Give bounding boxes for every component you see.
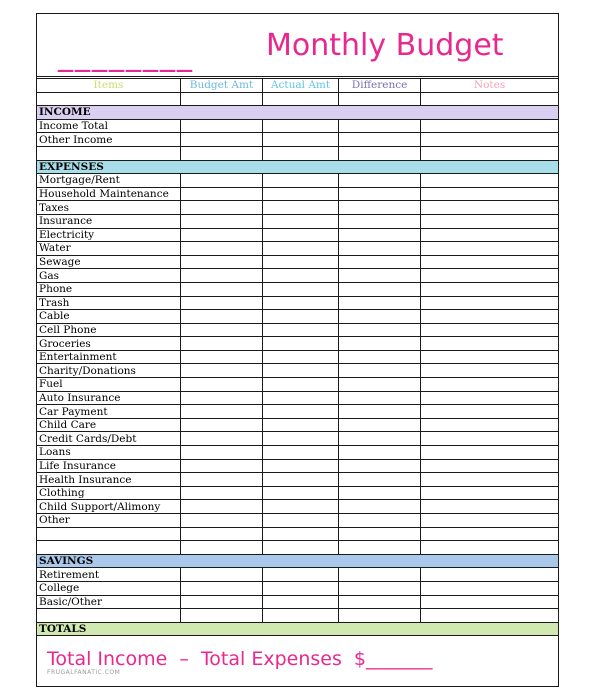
item-label: Retirement: [37, 568, 181, 582]
total-income-label: Total Income: [47, 648, 168, 670]
difference-cell: [339, 500, 421, 514]
title-blank: ________: [58, 38, 194, 73]
actual-amt-cell: [263, 187, 339, 201]
item-label: Health Insurance: [37, 473, 181, 487]
item-label: Clothing: [37, 486, 181, 500]
item-label: Life Insurance: [37, 459, 181, 473]
difference-cell: [339, 405, 421, 419]
actual-amt-cell: [263, 323, 339, 337]
budget-amt-cell: [180, 323, 262, 337]
table-row: [37, 323, 559, 337]
difference-cell: [339, 201, 421, 215]
difference-cell: [339, 174, 421, 188]
item-label: Gas: [37, 269, 181, 283]
notes-cell: [421, 500, 559, 514]
budget-amt-cell: [180, 242, 262, 256]
section-totals: [37, 622, 559, 636]
notes-cell: [421, 418, 559, 432]
budget-amt-cell: [180, 500, 262, 514]
actual-amt-cell: [263, 446, 339, 460]
page-title: Monthly Budget: [266, 28, 504, 63]
budget-amt-cell: [180, 119, 262, 133]
budget-amt-cell: [180, 174, 262, 188]
budget-amt-cell: [180, 282, 262, 296]
credit-watermark: FRUGALFANATIC.COM: [47, 669, 121, 676]
table-row: [37, 500, 559, 514]
notes-cell: [421, 446, 559, 460]
notes-cell: [421, 228, 559, 242]
header-actual-amt: Actual Amt: [263, 79, 339, 93]
item-label: Auto Insurance: [37, 391, 181, 405]
table-row: [37, 296, 559, 310]
budget-amt-cell: [180, 133, 262, 147]
item-label: Charity/Donations: [37, 364, 181, 378]
difference-cell: [339, 296, 421, 310]
difference-cell: [339, 378, 421, 392]
item-label: Trash: [37, 296, 181, 310]
table-row: [37, 282, 559, 296]
section-label-income: INCOME: [37, 106, 559, 120]
dollar-sign: $: [353, 648, 367, 670]
difference-cell: [339, 473, 421, 487]
budget-amt-cell: [180, 418, 262, 432]
notes-cell: [421, 378, 559, 392]
notes-cell: [421, 514, 559, 528]
budget-amt-cell: [180, 486, 262, 500]
actual-amt-cell: [263, 350, 339, 364]
notes-cell: [421, 595, 559, 609]
budget-amt-cell: [180, 446, 262, 460]
notes-cell: [421, 323, 559, 337]
item-label: Cable: [37, 310, 181, 324]
item-label: [37, 527, 181, 541]
notes-cell: [421, 174, 559, 188]
notes-cell: [421, 310, 559, 324]
actual-amt-cell: [263, 568, 339, 582]
spacer-cell: [180, 92, 262, 106]
budget-amt-cell: [180, 514, 262, 528]
total-blank: _______: [366, 648, 433, 670]
difference-cell: [339, 214, 421, 228]
item-label: Basic/Other: [37, 595, 181, 609]
table-row: [37, 609, 559, 623]
notes-cell: [421, 473, 559, 487]
budget-amt-cell: [180, 296, 262, 310]
budget-amt-cell: [180, 201, 262, 215]
actual-amt-cell: [263, 133, 339, 147]
budget-amt-cell: [180, 310, 262, 324]
difference-cell: [339, 568, 421, 582]
actual-amt-cell: [263, 310, 339, 324]
budget-amt-cell: [180, 391, 262, 405]
header-difference: Difference: [339, 79, 421, 93]
budget-amt-cell: [180, 432, 262, 446]
notes-cell: [421, 432, 559, 446]
actual-amt-cell: [263, 255, 339, 269]
budget-amt-cell: [180, 609, 262, 623]
notes-cell: [421, 405, 559, 419]
section-expenses: [37, 160, 559, 174]
difference-cell: [339, 581, 421, 595]
table-row: [37, 174, 559, 188]
item-label: Groceries: [37, 337, 181, 351]
table-row: [37, 405, 559, 419]
header-budget-amt: Budget Amt: [180, 79, 262, 93]
budget-table: [36, 78, 559, 636]
budget-table-body: [37, 79, 559, 636]
header-notes: Notes: [421, 79, 559, 93]
difference-cell: [339, 119, 421, 133]
spacer-cell: [421, 92, 559, 106]
table-row: [37, 337, 559, 351]
difference-cell: [339, 418, 421, 432]
actual-amt-cell: [263, 242, 339, 256]
budget-amt-cell: [180, 228, 262, 242]
actual-amt-cell: [263, 405, 339, 419]
budget-amt-cell: [180, 459, 262, 473]
difference-cell: [339, 269, 421, 283]
actual-amt-cell: [263, 500, 339, 514]
table-row: [37, 187, 559, 201]
item-label: Sewage: [37, 255, 181, 269]
budget-amt-cell: [180, 269, 262, 283]
budget-amt-cell: [180, 568, 262, 582]
table-row: [37, 418, 559, 432]
item-label: [37, 146, 181, 160]
difference-cell: [339, 310, 421, 324]
actual-amt-cell: [263, 337, 339, 351]
notes-cell: [421, 296, 559, 310]
item-label: Loans: [37, 446, 181, 460]
difference-cell: [339, 595, 421, 609]
notes-cell: [421, 214, 559, 228]
table-row: [37, 581, 559, 595]
budget-amt-cell: [180, 214, 262, 228]
spacer-cell: [339, 541, 421, 555]
difference-cell: [339, 228, 421, 242]
table-row: [37, 146, 559, 160]
table-row: [37, 364, 559, 378]
notes-cell: [421, 133, 559, 147]
budget-amt-cell: [180, 364, 262, 378]
section-label-totals: TOTALS: [37, 622, 559, 636]
table-row: [37, 228, 559, 242]
item-label: Credit Cards/Debt: [37, 432, 181, 446]
actual-amt-cell: [263, 581, 339, 595]
budget-amt-cell: [180, 378, 262, 392]
table-row: [37, 459, 559, 473]
table-row: [37, 432, 559, 446]
difference-cell: [339, 446, 421, 460]
budget-amt-cell: [180, 527, 262, 541]
item-label: Household Maintenance: [37, 187, 181, 201]
table-row: [37, 133, 559, 147]
actual-amt-cell: [263, 214, 339, 228]
notes-cell: [421, 337, 559, 351]
title-divider: [36, 76, 559, 77]
notes-cell: [421, 119, 559, 133]
table-row: [37, 269, 559, 283]
actual-amt-cell: [263, 201, 339, 215]
difference-cell: [339, 282, 421, 296]
difference-cell: [339, 133, 421, 147]
spacer-row: [37, 92, 559, 106]
difference-cell: [339, 527, 421, 541]
spacer-cell: [263, 541, 339, 555]
table-row: [37, 568, 559, 582]
actual-amt-cell: [263, 174, 339, 188]
actual-amt-cell: [263, 432, 339, 446]
notes-cell: [421, 255, 559, 269]
actual-amt-cell: [263, 609, 339, 623]
actual-amt-cell: [263, 296, 339, 310]
item-label: College: [37, 581, 181, 595]
header-items: Items: [37, 79, 181, 93]
spacer-cell: [37, 92, 181, 106]
actual-amt-cell: [263, 486, 339, 500]
table-row: [37, 446, 559, 460]
item-label: Child Care: [37, 418, 181, 432]
spacer-cell: [263, 92, 339, 106]
notes-cell: [421, 269, 559, 283]
difference-cell: [339, 609, 421, 623]
table-row: [37, 527, 559, 541]
actual-amt-cell: [263, 391, 339, 405]
item-label: Entertainment: [37, 350, 181, 364]
budget-amt-cell: [180, 337, 262, 351]
actual-amt-cell: [263, 418, 339, 432]
notes-cell: [421, 568, 559, 582]
budget-amt-cell: [180, 581, 262, 595]
table-row: [37, 486, 559, 500]
budget-amt-cell: [180, 405, 262, 419]
spacer-cell: [421, 541, 559, 555]
difference-cell: [339, 486, 421, 500]
item-label: Child Support/Alimony: [37, 500, 181, 514]
title: [58, 28, 538, 73]
table-row: [37, 473, 559, 487]
difference-cell: [339, 459, 421, 473]
item-label: Taxes: [37, 201, 181, 215]
item-label: Other: [37, 514, 181, 528]
budget-amt-cell: [180, 255, 262, 269]
difference-cell: [339, 146, 421, 160]
spacer-cell: [339, 92, 421, 106]
budget-amt-cell: [180, 146, 262, 160]
difference-cell: [339, 323, 421, 337]
budget-amt-cell: [180, 595, 262, 609]
budget-amt-cell: [180, 473, 262, 487]
item-label: Income Total: [37, 119, 181, 133]
notes-cell: [421, 242, 559, 256]
difference-cell: [339, 364, 421, 378]
budget-amt-cell: [180, 350, 262, 364]
totals-formula: [47, 648, 439, 670]
table-row: [37, 255, 559, 269]
spacer-cell: [37, 541, 181, 555]
table-row: [37, 378, 559, 392]
actual-amt-cell: [263, 378, 339, 392]
actual-amt-cell: [263, 119, 339, 133]
table-row: [37, 310, 559, 324]
actual-amt-cell: [263, 595, 339, 609]
item-label: Water: [37, 242, 181, 256]
notes-cell: [421, 146, 559, 160]
difference-cell: [339, 187, 421, 201]
notes-cell: [421, 187, 559, 201]
table-row: [37, 595, 559, 609]
actual-amt-cell: [263, 146, 339, 160]
item-label: Electricity: [37, 228, 181, 242]
table-row: [37, 514, 559, 528]
table-row: [37, 391, 559, 405]
actual-amt-cell: [263, 364, 339, 378]
total-expenses-label: Total Expenses: [200, 648, 342, 670]
notes-cell: [421, 527, 559, 541]
minus-sign: –: [179, 648, 189, 670]
actual-amt-cell: [263, 514, 339, 528]
notes-cell: [421, 486, 559, 500]
difference-cell: [339, 350, 421, 364]
item-label: Cell Phone: [37, 323, 181, 337]
actual-amt-cell: [263, 228, 339, 242]
actual-amt-cell: [263, 527, 339, 541]
item-label: Phone: [37, 282, 181, 296]
spacer-cell: [180, 541, 262, 555]
header-row: [37, 79, 559, 93]
item-label: Mortgage/Rent: [37, 174, 181, 188]
item-label: Car Payment: [37, 405, 181, 419]
item-label: Insurance: [37, 214, 181, 228]
notes-cell: [421, 282, 559, 296]
notes-cell: [421, 459, 559, 473]
difference-cell: [339, 391, 421, 405]
difference-cell: [339, 432, 421, 446]
item-label: Fuel: [37, 378, 181, 392]
difference-cell: [339, 242, 421, 256]
difference-cell: [339, 514, 421, 528]
actual-amt-cell: [263, 459, 339, 473]
item-label: [37, 609, 181, 623]
section-income: [37, 106, 559, 120]
actual-amt-cell: [263, 282, 339, 296]
actual-amt-cell: [263, 473, 339, 487]
section-label-savings: SAVINGS: [37, 554, 559, 568]
actual-amt-cell: [263, 269, 339, 283]
difference-cell: [339, 337, 421, 351]
section-label-expenses: EXPENSES: [37, 160, 559, 174]
table-row: [37, 119, 559, 133]
notes-cell: [421, 364, 559, 378]
budget-amt-cell: [180, 187, 262, 201]
table-row: [37, 242, 559, 256]
table-row: [37, 350, 559, 364]
notes-cell: [421, 201, 559, 215]
notes-cell: [421, 609, 559, 623]
item-label: Other Income: [37, 133, 181, 147]
notes-cell: [421, 350, 559, 364]
spacer-row: [37, 541, 559, 555]
section-savings: [37, 554, 559, 568]
table-row: [37, 201, 559, 215]
table-row: [37, 214, 559, 228]
notes-cell: [421, 581, 559, 595]
notes-cell: [421, 391, 559, 405]
difference-cell: [339, 255, 421, 269]
